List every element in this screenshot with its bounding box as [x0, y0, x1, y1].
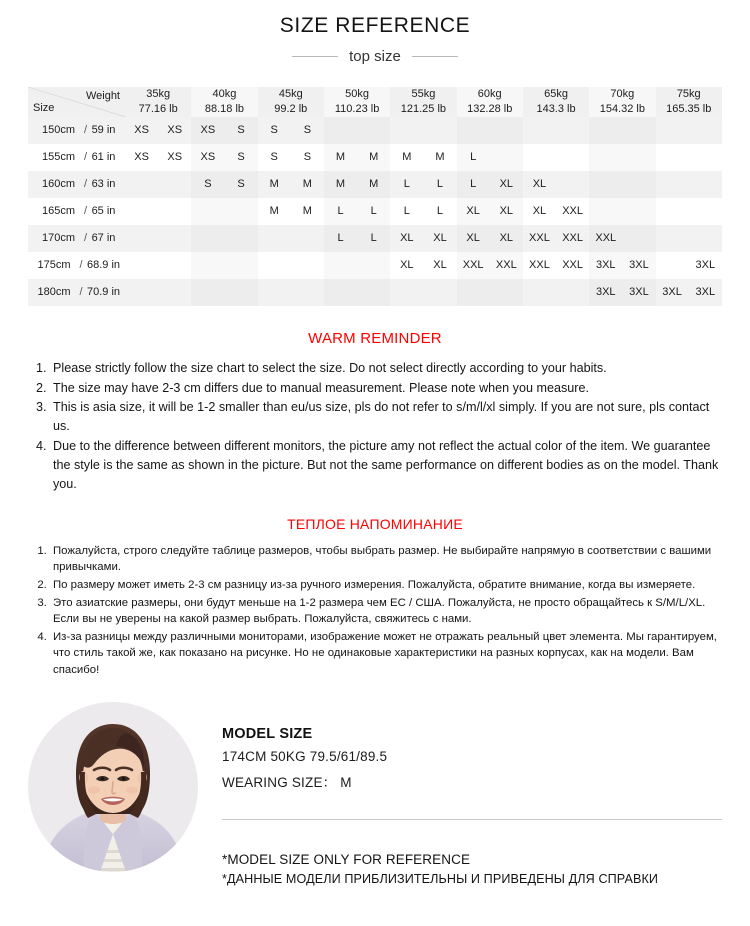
- size-cell: XL: [423, 252, 456, 279]
- warm-reminder-item-ru: 4. Из-за разницы между различными мониторами, изображение может не отражать реальный цвет элемента. Мы гарантируем, что стиль такой же, как показано на рисунке. Но не одинаковые характеристики на разных корпусах, как на модели. Вам спасибо!: [50, 629, 722, 679]
- height-cell: [28, 117, 125, 144]
- weight-kg-label: 40kg: [212, 88, 237, 100]
- size-cell: L: [457, 144, 490, 171]
- size-cell: [656, 198, 689, 225]
- size-cell: S: [224, 171, 257, 198]
- model-measurements: 174CM 50KG 79.5/61/89.5: [222, 749, 388, 765]
- size-cell: [390, 279, 423, 306]
- size-cell: [656, 144, 689, 171]
- subtitle-rule-left: [292, 56, 338, 57]
- model-section: [28, 702, 722, 889]
- height-in: 61 in: [91, 151, 116, 164]
- model-photo: [28, 702, 198, 872]
- weight-lb-label: 121.25 lb: [400, 102, 447, 115]
- size-cell: [622, 144, 655, 171]
- size-cell: M: [423, 144, 456, 171]
- weight-column-header: [390, 87, 456, 117]
- height-cell: [28, 198, 125, 225]
- height-cm: 155cm: [42, 151, 76, 164]
- size-cell: [125, 279, 158, 306]
- size-cell: 3XL: [689, 279, 722, 306]
- height-separator: /: [84, 151, 88, 164]
- model-size-heading: MODEL SIZE: [222, 726, 313, 743]
- model-info: [222, 702, 722, 889]
- size-cell: [125, 171, 158, 198]
- table-header-row: [28, 87, 722, 117]
- size-cell: XL: [490, 225, 523, 252]
- size-cell: [258, 279, 291, 306]
- weight-kg-label: 35kg: [146, 88, 171, 100]
- weight-axis-label: Weight: [85, 90, 120, 102]
- height-cm: 170cm: [42, 232, 76, 245]
- size-axis-label: Size: [33, 101, 55, 114]
- size-cell: 3XL: [689, 252, 722, 279]
- table-row: [28, 171, 722, 198]
- size-cell: XS: [158, 144, 191, 171]
- size-cell: XL: [490, 171, 523, 198]
- weight-lb-label: 110.23 lb: [334, 102, 380, 115]
- size-cell: [224, 252, 257, 279]
- weight-column-header: [324, 87, 390, 117]
- height-separator: /: [84, 178, 88, 191]
- size-cell: 3XL: [656, 279, 689, 306]
- size-cell: XS: [191, 117, 224, 144]
- corner-header-cell: [28, 87, 125, 117]
- size-cell: S: [224, 144, 257, 171]
- size-cell: [125, 198, 158, 225]
- size-cell: 3XL: [622, 252, 655, 279]
- size-cell: [622, 225, 655, 252]
- height-cell: [28, 144, 125, 171]
- weight-kg-label: 50kg: [345, 88, 370, 100]
- size-cell: XL: [490, 198, 523, 225]
- warm-reminder-title-ru: ТЕПЛОЕ НАПОМИНАНИЕ: [287, 515, 463, 532]
- size-cell: M: [357, 171, 390, 198]
- size-cell: XXL: [556, 198, 589, 225]
- size-cell: [656, 117, 689, 144]
- subtitle-text: top size: [349, 48, 401, 65]
- height-cm: 160cm: [42, 178, 76, 191]
- size-cell: [556, 171, 589, 198]
- size-cell: [324, 117, 357, 144]
- warm-reminder-item: 3. This is asia size, it will be 1-2 smaller than eu/us size, pls do not refer to s/m/l/xl simply. If you are not sure, pls contact us.: [50, 398, 722, 436]
- size-cell: [689, 225, 722, 252]
- size-cell: L: [390, 171, 423, 198]
- weight-lb-label: 132.28 lb: [467, 102, 513, 115]
- height-separator: /: [84, 232, 88, 245]
- warm-reminder-title: WARM REMINDER: [308, 329, 442, 347]
- weight-column-header: [191, 87, 257, 117]
- size-cell: S: [258, 117, 291, 144]
- weight-column-header: [457, 87, 523, 117]
- weight-lb-label: 143.3 lb: [536, 102, 576, 115]
- size-cell: [191, 198, 224, 225]
- size-cell: [191, 252, 224, 279]
- height-cm: 180cm: [37, 286, 71, 299]
- size-cell: [324, 279, 357, 306]
- size-cell: [158, 225, 191, 252]
- size-cell: [656, 225, 689, 252]
- warm-reminder-list-ru: [28, 543, 722, 678]
- size-cell: L: [357, 198, 390, 225]
- size-cell: 3XL: [589, 279, 622, 306]
- size-cell: [125, 225, 158, 252]
- warm-reminder-list: [28, 359, 722, 494]
- size-cell: [224, 198, 257, 225]
- model-portrait-illustration: [28, 702, 198, 872]
- size-cell: [291, 252, 324, 279]
- height-cm: 165cm: [42, 205, 76, 218]
- size-cell: [224, 279, 257, 306]
- model-divider: [222, 819, 722, 820]
- size-cell: S: [291, 144, 324, 171]
- size-cell: L: [423, 198, 456, 225]
- size-cell: [656, 171, 689, 198]
- size-cell: [689, 117, 722, 144]
- size-reference-table: [28, 87, 722, 306]
- size-cell: XL: [457, 225, 490, 252]
- size-cell: XS: [125, 144, 158, 171]
- weight-lb-label: 165.35 lb: [666, 102, 712, 115]
- weight-column-header: [258, 87, 324, 117]
- size-cell: L: [324, 198, 357, 225]
- height-separator: /: [84, 124, 88, 137]
- size-cell: M: [258, 198, 291, 225]
- height-in: 70.9 in: [86, 286, 121, 299]
- size-table-header: [28, 87, 722, 117]
- size-cell: L: [357, 225, 390, 252]
- size-cell: [457, 117, 490, 144]
- size-cell: [589, 171, 622, 198]
- size-cell: [556, 144, 589, 171]
- weight-lb-label: 88.18 lb: [204, 102, 245, 115]
- subtitle-row: [0, 48, 750, 65]
- size-cell: [423, 117, 456, 144]
- size-cell: XXL: [556, 252, 589, 279]
- size-cell: XL: [523, 198, 556, 225]
- warm-reminder-item: 1. Please strictly follow the size chart to select the size. Do not select directly according to your habits.: [50, 359, 722, 378]
- size-cell: XXL: [523, 252, 556, 279]
- height-cell: [28, 279, 125, 306]
- table-row: [28, 117, 722, 144]
- size-cell: 3XL: [622, 279, 655, 306]
- size-cell: M: [390, 144, 423, 171]
- weight-column-header: [125, 87, 191, 117]
- size-cell: [556, 117, 589, 144]
- warm-reminder-item-ru: 3. Это азиатские размеры, они будут меньше на 1-2 размера чем ЕС / США. Пожалуйста, не просто обращайтесь к S/M/L/XL. Если вы не уверены на какой размер выбрать. Пожалуйста, свяжитесь с нами.: [50, 595, 722, 628]
- size-cell: [158, 171, 191, 198]
- size-cell: XL: [523, 171, 556, 198]
- size-cell: [622, 117, 655, 144]
- size-cell: [291, 225, 324, 252]
- size-cell: [457, 279, 490, 306]
- size-cell: [191, 225, 224, 252]
- subtitle-rule-right: [412, 56, 458, 57]
- size-cell: [589, 198, 622, 225]
- height-in: 59 in: [91, 124, 116, 137]
- size-cell: XL: [457, 198, 490, 225]
- height-in: 63 in: [91, 178, 116, 191]
- size-cell: M: [258, 171, 291, 198]
- size-cell: XL: [390, 252, 423, 279]
- table-row: [28, 279, 722, 306]
- size-cell: [357, 252, 390, 279]
- size-cell: XXL: [457, 252, 490, 279]
- size-cell: M: [291, 198, 324, 225]
- size-cell: [490, 117, 523, 144]
- size-cell: XXL: [523, 225, 556, 252]
- table-row: [28, 225, 722, 252]
- page-title: SIZE REFERENCE: [279, 14, 471, 37]
- size-cell: XS: [191, 144, 224, 171]
- weight-lb-label: 77.16 lb: [138, 102, 178, 115]
- size-cell: XL: [423, 225, 456, 252]
- size-cell: M: [291, 171, 324, 198]
- size-cell: S: [224, 117, 257, 144]
- weight-column-header: [523, 87, 589, 117]
- size-cell: [589, 144, 622, 171]
- size-cell: [523, 144, 556, 171]
- size-cell: M: [324, 144, 357, 171]
- size-cell: [689, 171, 722, 198]
- size-cell: [689, 198, 722, 225]
- size-cell: S: [291, 117, 324, 144]
- height-cell: [28, 225, 125, 252]
- size-cell: [258, 252, 291, 279]
- size-cell: [258, 225, 291, 252]
- weight-kg-label: 65kg: [544, 88, 568, 100]
- weight-kg-label: 55kg: [411, 88, 436, 100]
- warm-reminder-item: 2. The size may have 2-3 cm differs due to manual measurement. Please note when you measure.: [50, 379, 722, 398]
- weight-kg-label: 60kg: [477, 88, 502, 100]
- size-cell: XS: [158, 117, 191, 144]
- size-cell: M: [324, 171, 357, 198]
- height-in: 68.9 in: [86, 259, 121, 272]
- height-separator: /: [79, 286, 83, 299]
- size-cell: [589, 117, 622, 144]
- warm-reminder-item: 4. Due to the difference between different monitors, the picture amy not reflect the actual color of the item. We guarantee the style is the same as shown in the picture. But not the same performance on different bodies as on the model. Thank you.: [50, 437, 722, 494]
- size-cell: [224, 225, 257, 252]
- size-cell: [324, 252, 357, 279]
- table-row: [28, 252, 722, 279]
- height-separator: /: [84, 205, 88, 218]
- warm-reminder-item-ru: 1. Пожалуйста, строго следуйте таблице размеров, чтобы выбрать размер. Не выбирайте напрямую в соответствии с вашими привычками.: [50, 543, 722, 576]
- table-row: [28, 144, 722, 171]
- height-cell: [28, 252, 125, 279]
- size-cell: XL: [390, 225, 423, 252]
- height-cm: 150cm: [42, 124, 76, 137]
- weight-lb-label: 99.2 lb: [274, 102, 308, 115]
- weight-kg-label: 75kg: [676, 88, 701, 100]
- weight-lb-label: 154.32 lb: [599, 102, 645, 115]
- size-cell: 3XL: [589, 252, 622, 279]
- table-row: [28, 198, 722, 225]
- height-cm: 175cm: [37, 259, 71, 272]
- size-cell: L: [457, 171, 490, 198]
- size-cell: [523, 279, 556, 306]
- size-cell: [357, 279, 390, 306]
- size-cell: [191, 279, 224, 306]
- size-cell: S: [258, 144, 291, 171]
- size-cell: [490, 144, 523, 171]
- model-wearing-size: WEARING SIZE： M: [222, 775, 352, 791]
- size-cell: [656, 252, 689, 279]
- size-cell: [158, 252, 191, 279]
- height-separator: /: [79, 259, 83, 272]
- size-cell: [390, 117, 423, 144]
- size-cell: [291, 279, 324, 306]
- size-cell: [490, 279, 523, 306]
- model-footnotes: [222, 850, 722, 889]
- warm-reminder-item-ru: 2. По размеру может иметь 2-3 см разницу из-за ручного измерения. Пожалуйста, обратите внимание, когда вы измеряете.: [50, 577, 722, 594]
- size-cell: L: [324, 225, 357, 252]
- size-cell: [556, 279, 589, 306]
- size-cell: L: [390, 198, 423, 225]
- size-cell: [523, 117, 556, 144]
- size-cell: XXL: [556, 225, 589, 252]
- weight-kg-label: 70kg: [610, 88, 635, 100]
- size-cell: [689, 144, 722, 171]
- size-cell: XXL: [490, 252, 523, 279]
- height-in: 65 in: [91, 205, 116, 218]
- size-cell: [158, 279, 191, 306]
- size-cell: [423, 279, 456, 306]
- weight-column-header: [656, 87, 723, 117]
- size-table-wrapper: [28, 87, 722, 306]
- size-cell: M: [357, 144, 390, 171]
- size-cell: XXL: [589, 225, 622, 252]
- model-footnote-en: *MODEL SIZE ONLY FOR REFERENCE: [222, 852, 471, 868]
- size-cell: XS: [125, 117, 158, 144]
- model-footnote-ru: *ДАННЫЕ МОДЕЛИ ПРИБЛИЗИТЕЛЬНЫ И ПРИВЕДЕНЫ ДЛЯ СПРАВКИ: [222, 872, 659, 887]
- size-cell: [622, 198, 655, 225]
- size-cell: S: [191, 171, 224, 198]
- size-cell: [357, 117, 390, 144]
- size-cell: L: [423, 171, 456, 198]
- weight-kg-label: 45kg: [278, 88, 303, 100]
- height-in: 67 in: [91, 232, 116, 245]
- size-cell: [158, 198, 191, 225]
- size-cell: [622, 171, 655, 198]
- weight-column-header: [589, 87, 655, 117]
- size-cell: [125, 252, 158, 279]
- size-table-body: [28, 117, 722, 306]
- height-cell: [28, 171, 125, 198]
